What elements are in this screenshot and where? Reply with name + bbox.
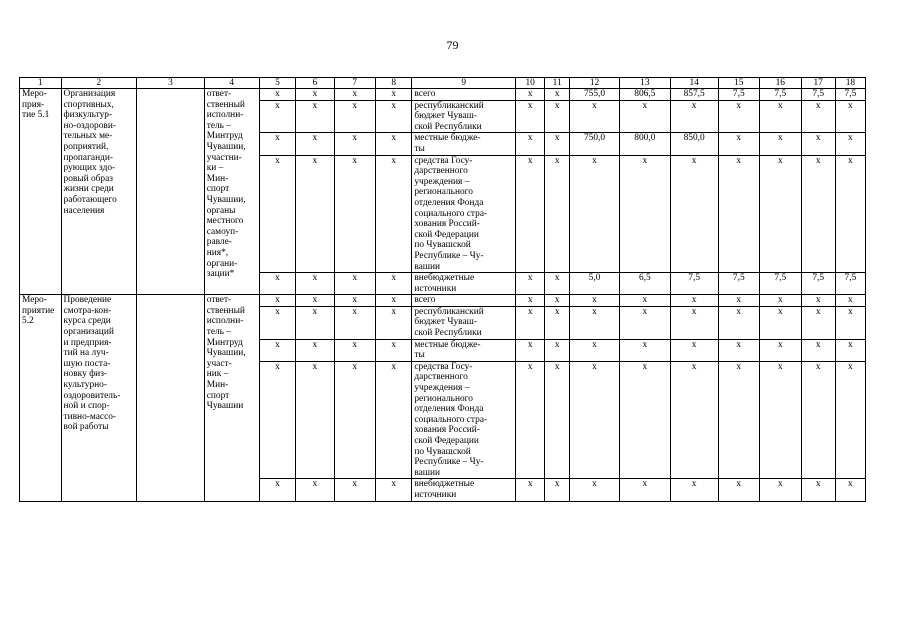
value-cell: х bbox=[619, 339, 670, 361]
value-cell: х bbox=[545, 306, 570, 339]
text-line: ответ- bbox=[206, 295, 232, 306]
value-cell: х bbox=[545, 100, 570, 133]
text-line: прия- bbox=[22, 99, 45, 110]
text-line: местные бюдже- bbox=[414, 339, 481, 350]
value-cell: х bbox=[718, 295, 760, 307]
text-line: курса среди bbox=[63, 316, 111, 327]
header-cell-17: 17 bbox=[801, 78, 835, 89]
text-line: организаций bbox=[63, 327, 114, 338]
value-cell: х bbox=[376, 306, 412, 339]
value-cell: х bbox=[670, 155, 718, 273]
funding-source bbox=[412, 100, 516, 133]
text-line: учреждения – bbox=[414, 176, 470, 187]
value-cell: х bbox=[570, 100, 620, 133]
value-cell: х bbox=[376, 133, 412, 155]
value-cell: х bbox=[376, 273, 412, 295]
text-line: источники bbox=[414, 283, 457, 294]
value-cell: х bbox=[835, 361, 865, 479]
text-line: ственный bbox=[206, 305, 245, 316]
text-line: ской Республики bbox=[414, 328, 482, 339]
value-cell: х bbox=[516, 273, 545, 295]
value-cell: х bbox=[760, 100, 802, 133]
value-cell: х bbox=[296, 306, 334, 339]
text-line: смотра-кон- bbox=[63, 305, 112, 316]
value-cell: х bbox=[516, 89, 545, 101]
value-cell: х bbox=[570, 295, 620, 307]
measure-number bbox=[20, 89, 62, 295]
measure-col3 bbox=[137, 89, 204, 295]
value-cell: 7,5 bbox=[670, 273, 718, 295]
value-cell: х bbox=[296, 273, 334, 295]
value-cell: х bbox=[718, 306, 760, 339]
value-cell: х bbox=[334, 361, 376, 479]
measure-executor bbox=[204, 89, 259, 295]
value-cell: х bbox=[835, 155, 865, 273]
header-cell-6: 6 bbox=[296, 78, 334, 89]
value-cell: х bbox=[760, 295, 802, 307]
text-line: новку физ- bbox=[63, 369, 108, 380]
value-cell: х bbox=[670, 100, 718, 133]
header-cell-12: 12 bbox=[570, 78, 620, 89]
text-line: приятие 5.2 bbox=[22, 305, 55, 327]
value-cell: х bbox=[259, 306, 295, 339]
funding-source bbox=[412, 479, 516, 501]
value-cell: х bbox=[835, 100, 865, 133]
text-line: Меро- bbox=[22, 89, 47, 99]
value-cell: х bbox=[670, 295, 718, 307]
text-line: ной и спор- bbox=[63, 401, 110, 412]
measure-title bbox=[61, 89, 137, 295]
header-cell-7: 7 bbox=[334, 78, 376, 89]
value-cell: х bbox=[259, 339, 295, 361]
value-cell: х bbox=[718, 100, 760, 133]
text-line: ской Федерации bbox=[414, 229, 479, 240]
text-line: и предприя- bbox=[63, 337, 112, 348]
text-line: источники bbox=[414, 489, 457, 500]
text-line: учреждения – bbox=[414, 383, 470, 394]
funding-source bbox=[412, 155, 516, 273]
text-line: самоуп- bbox=[206, 226, 239, 237]
value-cell: х bbox=[835, 306, 865, 339]
value-cell: х bbox=[801, 295, 835, 307]
text-line: Республике – Чу- bbox=[414, 457, 484, 468]
text-line: пропаганди- bbox=[63, 152, 114, 163]
text-line: равле- bbox=[206, 237, 232, 248]
value-cell: х bbox=[619, 100, 670, 133]
text-line: спорт bbox=[206, 184, 230, 195]
value-cell: 7,5 bbox=[760, 89, 802, 101]
text-line: тие 5.1 bbox=[22, 110, 50, 121]
text-line: бюджет Чуваш- bbox=[414, 111, 477, 122]
value-cell: х bbox=[570, 479, 620, 501]
value-cell: х bbox=[334, 155, 376, 273]
header-cell-15: 15 bbox=[718, 78, 760, 89]
text-line: населения bbox=[63, 205, 105, 216]
value-cell: х bbox=[516, 479, 545, 501]
value-cell: х bbox=[670, 361, 718, 479]
value-cell: х bbox=[296, 133, 334, 155]
text-line: республиканский bbox=[414, 306, 484, 317]
funding-source bbox=[412, 89, 516, 101]
value-cell: 806,5 bbox=[619, 89, 670, 101]
value-cell: х bbox=[334, 100, 376, 133]
text-line: тивно-массо- bbox=[63, 411, 117, 422]
text-line: органы bbox=[206, 205, 236, 216]
value-cell: х bbox=[376, 155, 412, 273]
text-line: ской Республики bbox=[414, 121, 482, 132]
text-line: культурно- bbox=[63, 380, 107, 391]
value-cell: х bbox=[760, 361, 802, 479]
text-line: работающего bbox=[63, 194, 117, 205]
value-cell: х bbox=[516, 100, 545, 133]
text-line: хования Россий- bbox=[414, 219, 480, 230]
value-cell: х bbox=[801, 479, 835, 501]
text-line: ния*, bbox=[206, 247, 229, 258]
text-line: Чувашии, bbox=[206, 348, 246, 359]
value-cell: х bbox=[570, 361, 620, 479]
text-line: ответ- bbox=[206, 89, 232, 99]
value-cell: 850,0 bbox=[670, 133, 718, 155]
page-number: 79 bbox=[446, 38, 459, 52]
value-cell: х bbox=[545, 361, 570, 479]
value-cell: х bbox=[516, 361, 545, 479]
value-cell: 800,0 bbox=[619, 133, 670, 155]
value-cell: х bbox=[718, 479, 760, 501]
header-cell-1: 1 bbox=[20, 78, 62, 89]
text-line: республиканский bbox=[414, 100, 484, 111]
text-line: ты bbox=[414, 143, 425, 154]
value-cell: х bbox=[259, 479, 295, 501]
header-row bbox=[20, 78, 866, 89]
text-line: местного bbox=[206, 216, 244, 227]
text-line: всего bbox=[414, 89, 436, 99]
value-cell: х bbox=[376, 361, 412, 479]
text-line: внебюджетные bbox=[414, 273, 475, 284]
program-table bbox=[19, 77, 866, 502]
text-line: но-оздорови- bbox=[63, 120, 116, 131]
value-cell: х bbox=[718, 339, 760, 361]
value-cell: х bbox=[516, 295, 545, 307]
value-cell: х bbox=[334, 133, 376, 155]
funding-source bbox=[412, 133, 516, 155]
value-cell: х bbox=[801, 306, 835, 339]
text-line: спортивных, bbox=[63, 99, 114, 110]
value-cell: х bbox=[334, 273, 376, 295]
value-cell: х bbox=[760, 155, 802, 273]
value-cell: 7,5 bbox=[718, 89, 760, 101]
value-cell: х bbox=[259, 89, 295, 101]
text-line: хования Россий- bbox=[414, 425, 480, 436]
value-cell: х bbox=[718, 361, 760, 479]
text-line: тель – bbox=[206, 327, 231, 338]
value-cell: х bbox=[376, 89, 412, 101]
header-cell-5: 5 bbox=[259, 78, 295, 89]
value-cell: х bbox=[516, 155, 545, 273]
header-cell-3: 3 bbox=[137, 78, 204, 89]
text-line: вой работы bbox=[63, 422, 109, 433]
text-line: по Чувашской bbox=[414, 446, 471, 457]
text-line: дарственного bbox=[414, 166, 468, 177]
text-line: тий на луч- bbox=[63, 348, 109, 359]
text-line: оздоровитель- bbox=[63, 390, 121, 401]
header-cell-8: 8 bbox=[376, 78, 412, 89]
text-line: ровый образ bbox=[63, 173, 113, 184]
value-cell: х bbox=[570, 155, 620, 273]
value-cell: х bbox=[670, 339, 718, 361]
text-line: спорт bbox=[206, 390, 230, 401]
value-cell: х bbox=[619, 306, 670, 339]
header-cell-4: 4 bbox=[204, 78, 259, 89]
text-line: зации* bbox=[206, 269, 235, 280]
value-cell: х bbox=[376, 295, 412, 307]
value-cell: х bbox=[296, 89, 334, 101]
header-cell-16: 16 bbox=[760, 78, 802, 89]
value-cell: х bbox=[259, 100, 295, 133]
value-cell: х bbox=[296, 479, 334, 501]
value-cell: х bbox=[835, 295, 865, 307]
text-line: социального стра- bbox=[414, 414, 488, 425]
text-line: роприятий, bbox=[63, 141, 109, 152]
funding-source bbox=[412, 361, 516, 479]
value-cell: 750,0 bbox=[570, 133, 620, 155]
value-cell: 7,5 bbox=[835, 273, 865, 295]
value-cell: х bbox=[259, 273, 295, 295]
text-line: органи- bbox=[206, 258, 238, 269]
value-cell: х bbox=[760, 339, 802, 361]
text-line: Мин- bbox=[206, 380, 229, 391]
text-line: отделения Фонда bbox=[414, 404, 484, 415]
funding-source bbox=[412, 273, 516, 295]
value-cell: х bbox=[259, 155, 295, 273]
text-line: Чувашии, bbox=[206, 194, 246, 205]
value-cell: х bbox=[801, 100, 835, 133]
value-cell: х bbox=[619, 479, 670, 501]
funding-source bbox=[412, 295, 516, 307]
text-line: средства Госу- bbox=[414, 361, 473, 372]
value-cell: х bbox=[760, 479, 802, 501]
value-cell: х bbox=[296, 295, 334, 307]
text-line: бюджет Чуваш- bbox=[414, 317, 477, 328]
value-cell: х bbox=[619, 361, 670, 479]
text-line: Мин- bbox=[206, 173, 229, 184]
value-cell: 7,5 bbox=[760, 273, 802, 295]
value-cell: 6,5 bbox=[619, 273, 670, 295]
value-cell: 5,0 bbox=[570, 273, 620, 295]
text-line: дарственного bbox=[414, 372, 468, 383]
text-line: Чувашии bbox=[206, 401, 244, 412]
text-line: Минтруд bbox=[206, 337, 243, 348]
value-cell: х bbox=[670, 479, 718, 501]
value-cell: х bbox=[376, 100, 412, 133]
text-line: участни- bbox=[206, 152, 242, 163]
text-line: внебюджетные bbox=[414, 479, 475, 490]
value-cell: х bbox=[545, 155, 570, 273]
value-cell: х bbox=[545, 133, 570, 155]
text-line: отделения Фонда bbox=[414, 197, 484, 208]
measure-title bbox=[61, 295, 137, 501]
text-line: тель – bbox=[206, 120, 231, 131]
measure-number bbox=[20, 295, 62, 501]
value-cell: х bbox=[718, 155, 760, 273]
text-line: вашии bbox=[414, 261, 441, 272]
value-cell: х bbox=[516, 339, 545, 361]
value-cell: х bbox=[516, 133, 545, 155]
value-cell: х bbox=[835, 133, 865, 155]
value-cell: х bbox=[334, 479, 376, 501]
text-line: шую поста- bbox=[63, 358, 111, 369]
value-cell: х bbox=[835, 479, 865, 501]
header-cell-14: 14 bbox=[670, 78, 718, 89]
value-cell: х bbox=[296, 155, 334, 273]
text-line: исполни- bbox=[206, 110, 244, 121]
value-cell: х bbox=[835, 339, 865, 361]
value-cell: 755,0 bbox=[570, 89, 620, 101]
text-line: ственный bbox=[206, 99, 245, 110]
value-cell: х bbox=[545, 479, 570, 501]
text-line: ты bbox=[414, 350, 425, 361]
value-cell: х bbox=[570, 339, 620, 361]
text-line: жизни среди bbox=[63, 184, 114, 195]
text-line: Организация bbox=[63, 89, 116, 99]
value-cell: х bbox=[619, 155, 670, 273]
text-line: социального стра- bbox=[414, 208, 488, 219]
value-cell: х bbox=[516, 306, 545, 339]
text-line: тельных ме- bbox=[63, 131, 113, 142]
value-cell: х bbox=[334, 339, 376, 361]
value-cell: х bbox=[760, 306, 802, 339]
value-cell: х bbox=[718, 133, 760, 155]
text-line: местные бюдже- bbox=[414, 133, 481, 144]
value-cell: х bbox=[801, 155, 835, 273]
value-cell: х bbox=[801, 133, 835, 155]
text-line: Меро- bbox=[22, 295, 47, 306]
header-cell-2: 2 bbox=[61, 78, 137, 89]
text-line: Проведение bbox=[63, 295, 112, 306]
value-cell: х bbox=[259, 133, 295, 155]
text-line: Республике – Чу- bbox=[414, 250, 484, 261]
value-cell: х bbox=[545, 89, 570, 101]
text-line: рующих здо- bbox=[63, 163, 116, 174]
value-cell: х bbox=[334, 295, 376, 307]
value-cell: х bbox=[259, 295, 295, 307]
text-line: вашии bbox=[414, 467, 441, 478]
header-cell-18: 18 bbox=[835, 78, 865, 89]
value-cell: х bbox=[376, 479, 412, 501]
value-cell: 7,5 bbox=[718, 273, 760, 295]
text-line: средства Госу- bbox=[414, 155, 473, 166]
value-cell: х bbox=[619, 295, 670, 307]
text-line: регионального bbox=[414, 393, 473, 404]
table-row bbox=[20, 295, 866, 307]
measure-col3 bbox=[137, 295, 204, 501]
text-line: всего bbox=[414, 295, 436, 306]
value-cell: 7,5 bbox=[835, 89, 865, 101]
value-cell: х bbox=[259, 361, 295, 479]
text-line: ки – bbox=[206, 163, 224, 174]
text-line: Минтруд bbox=[206, 131, 243, 142]
value-cell: х bbox=[334, 306, 376, 339]
header-cell-10: 10 bbox=[516, 78, 545, 89]
measure-executor bbox=[204, 295, 259, 501]
value-cell: х bbox=[670, 306, 718, 339]
text-line: регионального bbox=[414, 187, 473, 198]
table-row bbox=[20, 89, 866, 101]
value-cell: х bbox=[801, 361, 835, 479]
funding-source bbox=[412, 339, 516, 361]
text-line: исполни- bbox=[206, 316, 244, 327]
text-line: Чувашии, bbox=[206, 141, 246, 152]
value-cell: х bbox=[545, 295, 570, 307]
value-cell: х bbox=[296, 361, 334, 479]
text-line: ской Федерации bbox=[414, 436, 479, 446]
text-line: участ- bbox=[206, 358, 232, 369]
value-cell: х bbox=[545, 273, 570, 295]
text-line: физкультур- bbox=[63, 110, 113, 121]
value-cell: х bbox=[801, 339, 835, 361]
value-cell: 7,5 bbox=[801, 89, 835, 101]
value-cell: 857,5 bbox=[670, 89, 718, 101]
value-cell: х bbox=[296, 339, 334, 361]
header-cell-9: 9 bbox=[412, 78, 516, 89]
funding-source bbox=[412, 306, 516, 339]
value-cell: х bbox=[334, 89, 376, 101]
value-cell: х bbox=[760, 133, 802, 155]
text-line: по Чувашской bbox=[414, 240, 471, 251]
value-cell: х bbox=[296, 100, 334, 133]
value-cell: х bbox=[570, 306, 620, 339]
value-cell: 7,5 bbox=[801, 273, 835, 295]
header-cell-11: 11 bbox=[545, 78, 570, 89]
value-cell: х bbox=[545, 339, 570, 361]
text-line: ник – bbox=[206, 369, 229, 380]
header-cell-13: 13 bbox=[619, 78, 670, 89]
value-cell: х bbox=[376, 339, 412, 361]
